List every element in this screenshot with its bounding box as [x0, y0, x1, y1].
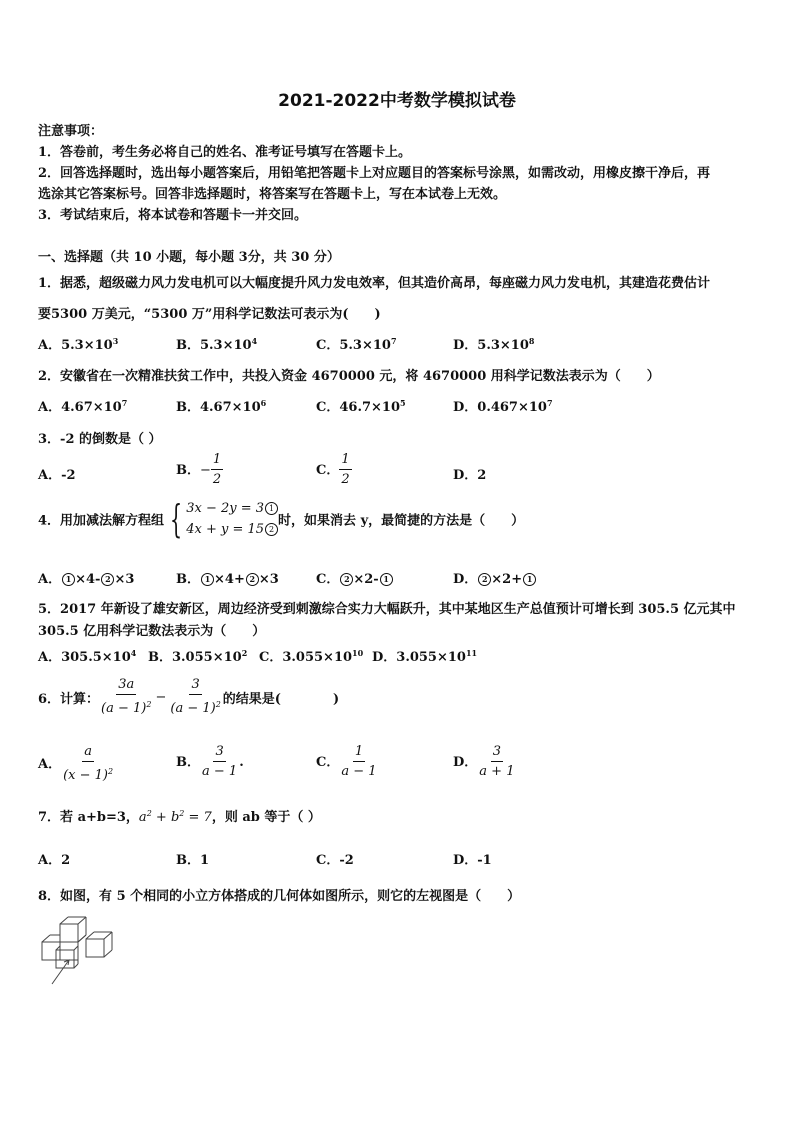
cube-stack-figure: [38, 912, 118, 988]
q1-option-d[interactable]: D．$5.3\times 10^8$: [453, 336, 535, 353]
q7-option-c[interactable]: C．-2: [316, 853, 354, 868]
q1-option-a[interactable]: A．$5.3\times 10^3$: [38, 336, 119, 353]
q3-option-b[interactable]: B．− $\frac{1}{2}$: [176, 451, 223, 490]
q3-option-d[interactable]: D．2: [453, 468, 487, 483]
q7-option-b[interactable]: B．1: [176, 853, 210, 868]
q3-option-a[interactable]: A．-2: [38, 468, 76, 483]
q5-option-c[interactable]: C．$3.055\times 10^{10}$: [259, 648, 364, 665]
q1-option-b[interactable]: B．$5.3\times 10^4$: [176, 336, 258, 353]
page-title: 2021-2022中考数学模拟试卷: [278, 91, 516, 111]
q4-question: 4．用加减法解方程组 { 3x − 2y = 3 1 4x + y = 15 2 时，如果消去 y，最简捷的方法是（ ）: [38, 497, 525, 541]
section-heading: 一、选择题（共 10 小题，每小题 3分，共 30 分）: [38, 250, 340, 265]
q4-option-d[interactable]: D． 2 ×2+ 1: [453, 568, 536, 587]
q6-option-a[interactable]: A． $\frac{a}{(x - 1)^2}$: [38, 743, 115, 786]
q6-c-fraction: $\frac{1}{a - 1}$: [341, 744, 377, 779]
q2-option-c[interactable]: C．$46.7\times 10^5$: [316, 398, 406, 415]
notice-item-2-cont: 选涂其它答案标号。回答非选择题时，将答案写在答题卡上，写在本试卷上无效。: [38, 187, 507, 202]
q4-equation-system: { 3x − 2y = 3 1 4x + y = 15 2: [164, 498, 278, 540]
q5-option-b[interactable]: B．$3.055\times 10^2$: [148, 648, 248, 665]
q6-option-d[interactable]: D． $\frac{3}{a + 1}$: [453, 743, 516, 782]
q3-text: 3．-2 的倒数是（ ）: [38, 432, 162, 447]
q6-question: 6．计算： $\frac{3a}{(a - 1)^2}$ − $\frac{3}{(a - 1)^2}$ 的结果是( ): [38, 676, 339, 719]
q6-option-b[interactable]: B． $\frac{3}{a - 1}$ .: [176, 743, 244, 782]
q3-option-c[interactable]: C． $\frac{1}{2}$: [316, 451, 352, 490]
q1-text-line2: 要5300 万美元，“5300 万”用科学记数法可表示为( ): [38, 307, 381, 322]
notice-heading: 注意事项：: [38, 124, 104, 139]
q8-text: 8．如图，有 5 个相同的小立方体搭成的几何体如图所示，则它的左视图是（ ）: [38, 889, 521, 904]
q4-option-c[interactable]: C． 2 ×2- 1: [316, 568, 393, 587]
q7-option-a[interactable]: A．2: [38, 853, 71, 868]
q7-equation: $a^2 + b^2 = 7$: [138, 809, 212, 825]
q4-option-a[interactable]: A． 1 ×4- 2 ×3: [38, 572, 135, 587]
q6-fraction-1: $\frac{3a}{(a - 1)^2}$: [101, 677, 152, 716]
q2-option-a[interactable]: A．$4.67\times 10^7$: [38, 398, 128, 415]
q3-b-fraction: $\frac{1}{2}$: [212, 452, 222, 487]
q4-option-b[interactable]: B． 1 ×4+ 2 ×3: [176, 572, 279, 587]
q6-option-c[interactable]: C． $\frac{1}{a - 1}$: [316, 743, 379, 782]
q1-text-line1: 1．据悉，超级磁力风力发电机可以大幅度提升风力发电效率，但其造价高昂，每座磁力风力发电机，其建造花费估计: [38, 276, 711, 291]
q5-option-a[interactable]: A．$305.5\times 10^4$: [38, 648, 137, 665]
q3-c-fraction: $\frac{1}{2}$: [341, 452, 350, 487]
notice-item-2: 2．回答选择题时，选出每小题答案后，用铅笔把答题卡上对应题目的答案标号涂黑，如需改动，用橡皮擦干净后，再: [38, 166, 711, 181]
q2-text: 2．安徽省在一次精准扶贫工作中，共投入资金 4670000 元，将 4670000 用科学记数法表示为（ ）: [38, 369, 660, 384]
q1-option-c[interactable]: C．$5.3\times 10^7$: [316, 336, 397, 353]
q5-text-line1: 5．2017 年新设了雄安新区，周边经济受到刺激综合实力大幅跃升，其中某地区生产总值预计可增长到 305.5 亿元其中: [38, 602, 736, 617]
q2-option-b[interactable]: B．$4.67\times 10^6$: [176, 398, 267, 415]
q5-option-d[interactable]: D．$3.055\times 10^{11}$: [372, 648, 478, 665]
q6-d-fraction: $\frac{3}{a + 1}$: [479, 744, 515, 779]
q6-a-fraction: $\frac{a}{(x - 1)^2}$: [63, 744, 114, 783]
q2-option-d[interactable]: D．$0.467\times 10^7$: [453, 398, 553, 415]
notice-item-1: 1．答卷前，考生务必将自己的姓名、准考证号填写在答题卡上。: [38, 145, 412, 160]
q5-text-line2: 305.5 亿用科学记数法表示为（ ）: [38, 624, 266, 639]
q6-b-fraction: $\frac{3}{a - 1}$: [202, 744, 238, 779]
q7-question: 7．若 a+b=3，$a^2 + b^2 = 7$，则 ab 等于（ ）: [38, 809, 321, 825]
q6-fraction-2: $\frac{3}{(a - 1)^2}$: [170, 677, 221, 716]
q7-option-d[interactable]: D．-1: [453, 853, 492, 868]
notice-item-3: 3．考试结束后，将本试卷和答题卡一并交回。: [38, 208, 308, 223]
